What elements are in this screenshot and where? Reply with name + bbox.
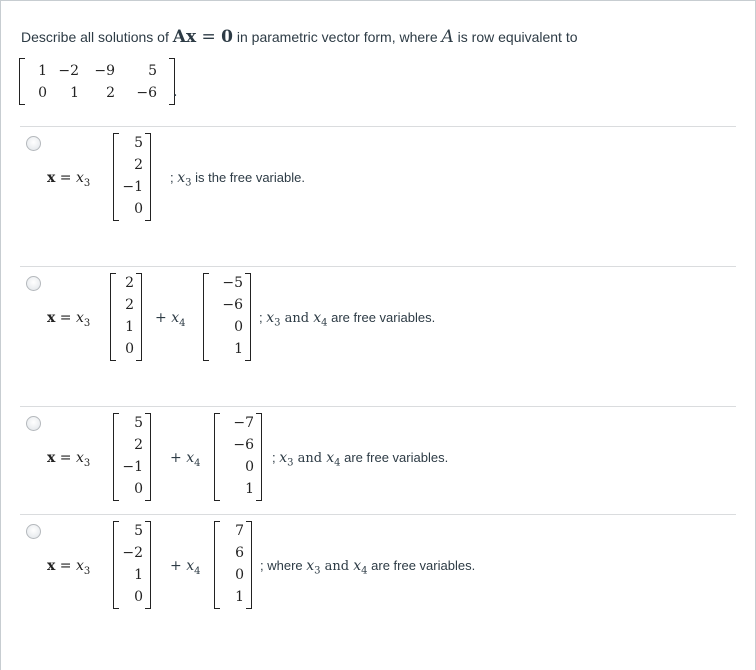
matrix-cell: −2 xyxy=(58,63,79,79)
vector-entry: 2 xyxy=(125,275,134,291)
vector-entry: −1 xyxy=(122,179,143,195)
divider xyxy=(20,514,736,515)
row-equivalent-matrix xyxy=(19,58,178,105)
question-lhs: Ax xyxy=(172,27,197,47)
vector-entry: 2 xyxy=(125,297,134,313)
divider xyxy=(20,266,736,267)
radio-option-2[interactable] xyxy=(26,276,41,291)
option-3-vector-1 xyxy=(113,413,151,501)
option-4-vector-1 xyxy=(113,521,151,609)
option-4-note: ; where $x_3$ and $x_4$ are free variables. xyxy=(260,558,476,577)
question-matrix-name: A xyxy=(441,27,454,47)
vector-entry: −6 xyxy=(222,297,243,313)
question-eq: = xyxy=(196,27,222,47)
option-2-vector-1 xyxy=(110,273,142,361)
vector-entry: −7 xyxy=(233,415,254,431)
matrix-cell: 1 xyxy=(70,85,79,101)
vector-entry: −1 xyxy=(122,459,143,475)
matrix-period: . xyxy=(173,84,178,100)
matrix-cell: −6 xyxy=(136,85,157,101)
vector-entry: 1 xyxy=(125,319,134,335)
vector-entry: 0 xyxy=(134,201,143,217)
vector-entry: 5 xyxy=(134,415,143,431)
radio-option-4[interactable] xyxy=(26,524,41,539)
vector-entry: 6 xyxy=(235,545,244,561)
vector-entry: 7 xyxy=(235,523,244,539)
question-zero: 0 xyxy=(221,27,233,47)
vector-entry: −5 xyxy=(222,275,243,291)
question-suffix: is row equivalent to xyxy=(453,29,578,45)
option-3-note: ; $x_3$ and $x_4$ are free variables. xyxy=(272,450,449,469)
option-1-lhs: $x = x_3$ xyxy=(47,170,91,189)
divider xyxy=(20,126,736,127)
vector-entry: 0 xyxy=(235,567,244,583)
matrix-cell: 2 xyxy=(106,85,115,101)
radio-option-1[interactable] xyxy=(26,136,41,151)
vector-entry: 1 xyxy=(134,567,143,583)
question-prefix: Describe all solutions of xyxy=(21,29,173,45)
option-2-lhs: $x = x_3$ xyxy=(47,310,91,329)
option-2-note: ; $x_3$ and $x_4$ are free variables. xyxy=(259,310,436,329)
question-text xyxy=(21,27,578,47)
vector-entry: 5 xyxy=(134,135,143,151)
option-4-vector-2 xyxy=(214,521,252,609)
vector-entry: 0 xyxy=(125,341,134,357)
option-1-note: ; $x_3$ is the free variable. xyxy=(170,170,305,189)
option-4-plus-term: + $x_4$ xyxy=(170,558,201,577)
vector-entry: 0 xyxy=(134,481,143,497)
matrix-cell: 5 xyxy=(148,63,157,79)
option-3-plus-term: + $x_4$ xyxy=(170,450,201,469)
vector-entry: 5 xyxy=(134,523,143,539)
vector-entry: −6 xyxy=(233,437,254,453)
option-3-lhs: $x = x_3$ xyxy=(47,450,91,469)
matrix-cell: 0 xyxy=(38,85,47,101)
option-2-vector-2 xyxy=(203,273,251,361)
question-middle: in parametric vector form, where xyxy=(232,29,442,45)
vector-entry: 1 xyxy=(245,481,254,497)
vector-entry: 1 xyxy=(235,589,244,605)
vector-entry: 0 xyxy=(234,319,243,335)
option-2-plus-term: + $x_4$ xyxy=(155,310,186,329)
vector-entry: 2 xyxy=(134,437,143,453)
vector-entry: −2 xyxy=(122,545,143,561)
vector-entry: 0 xyxy=(134,589,143,605)
option-4-lhs: $x = x_3$ xyxy=(47,558,91,577)
matrix-cell: −9 xyxy=(94,63,115,79)
matrix-cell: 1 xyxy=(38,63,47,79)
divider xyxy=(20,406,736,407)
option-1-vector-1 xyxy=(113,133,151,221)
vector-entry: 2 xyxy=(134,157,143,173)
vector-entry: 0 xyxy=(245,459,254,475)
vector-entry: 1 xyxy=(234,341,243,357)
radio-option-3[interactable] xyxy=(26,416,41,431)
option-3-vector-2 xyxy=(214,413,262,501)
